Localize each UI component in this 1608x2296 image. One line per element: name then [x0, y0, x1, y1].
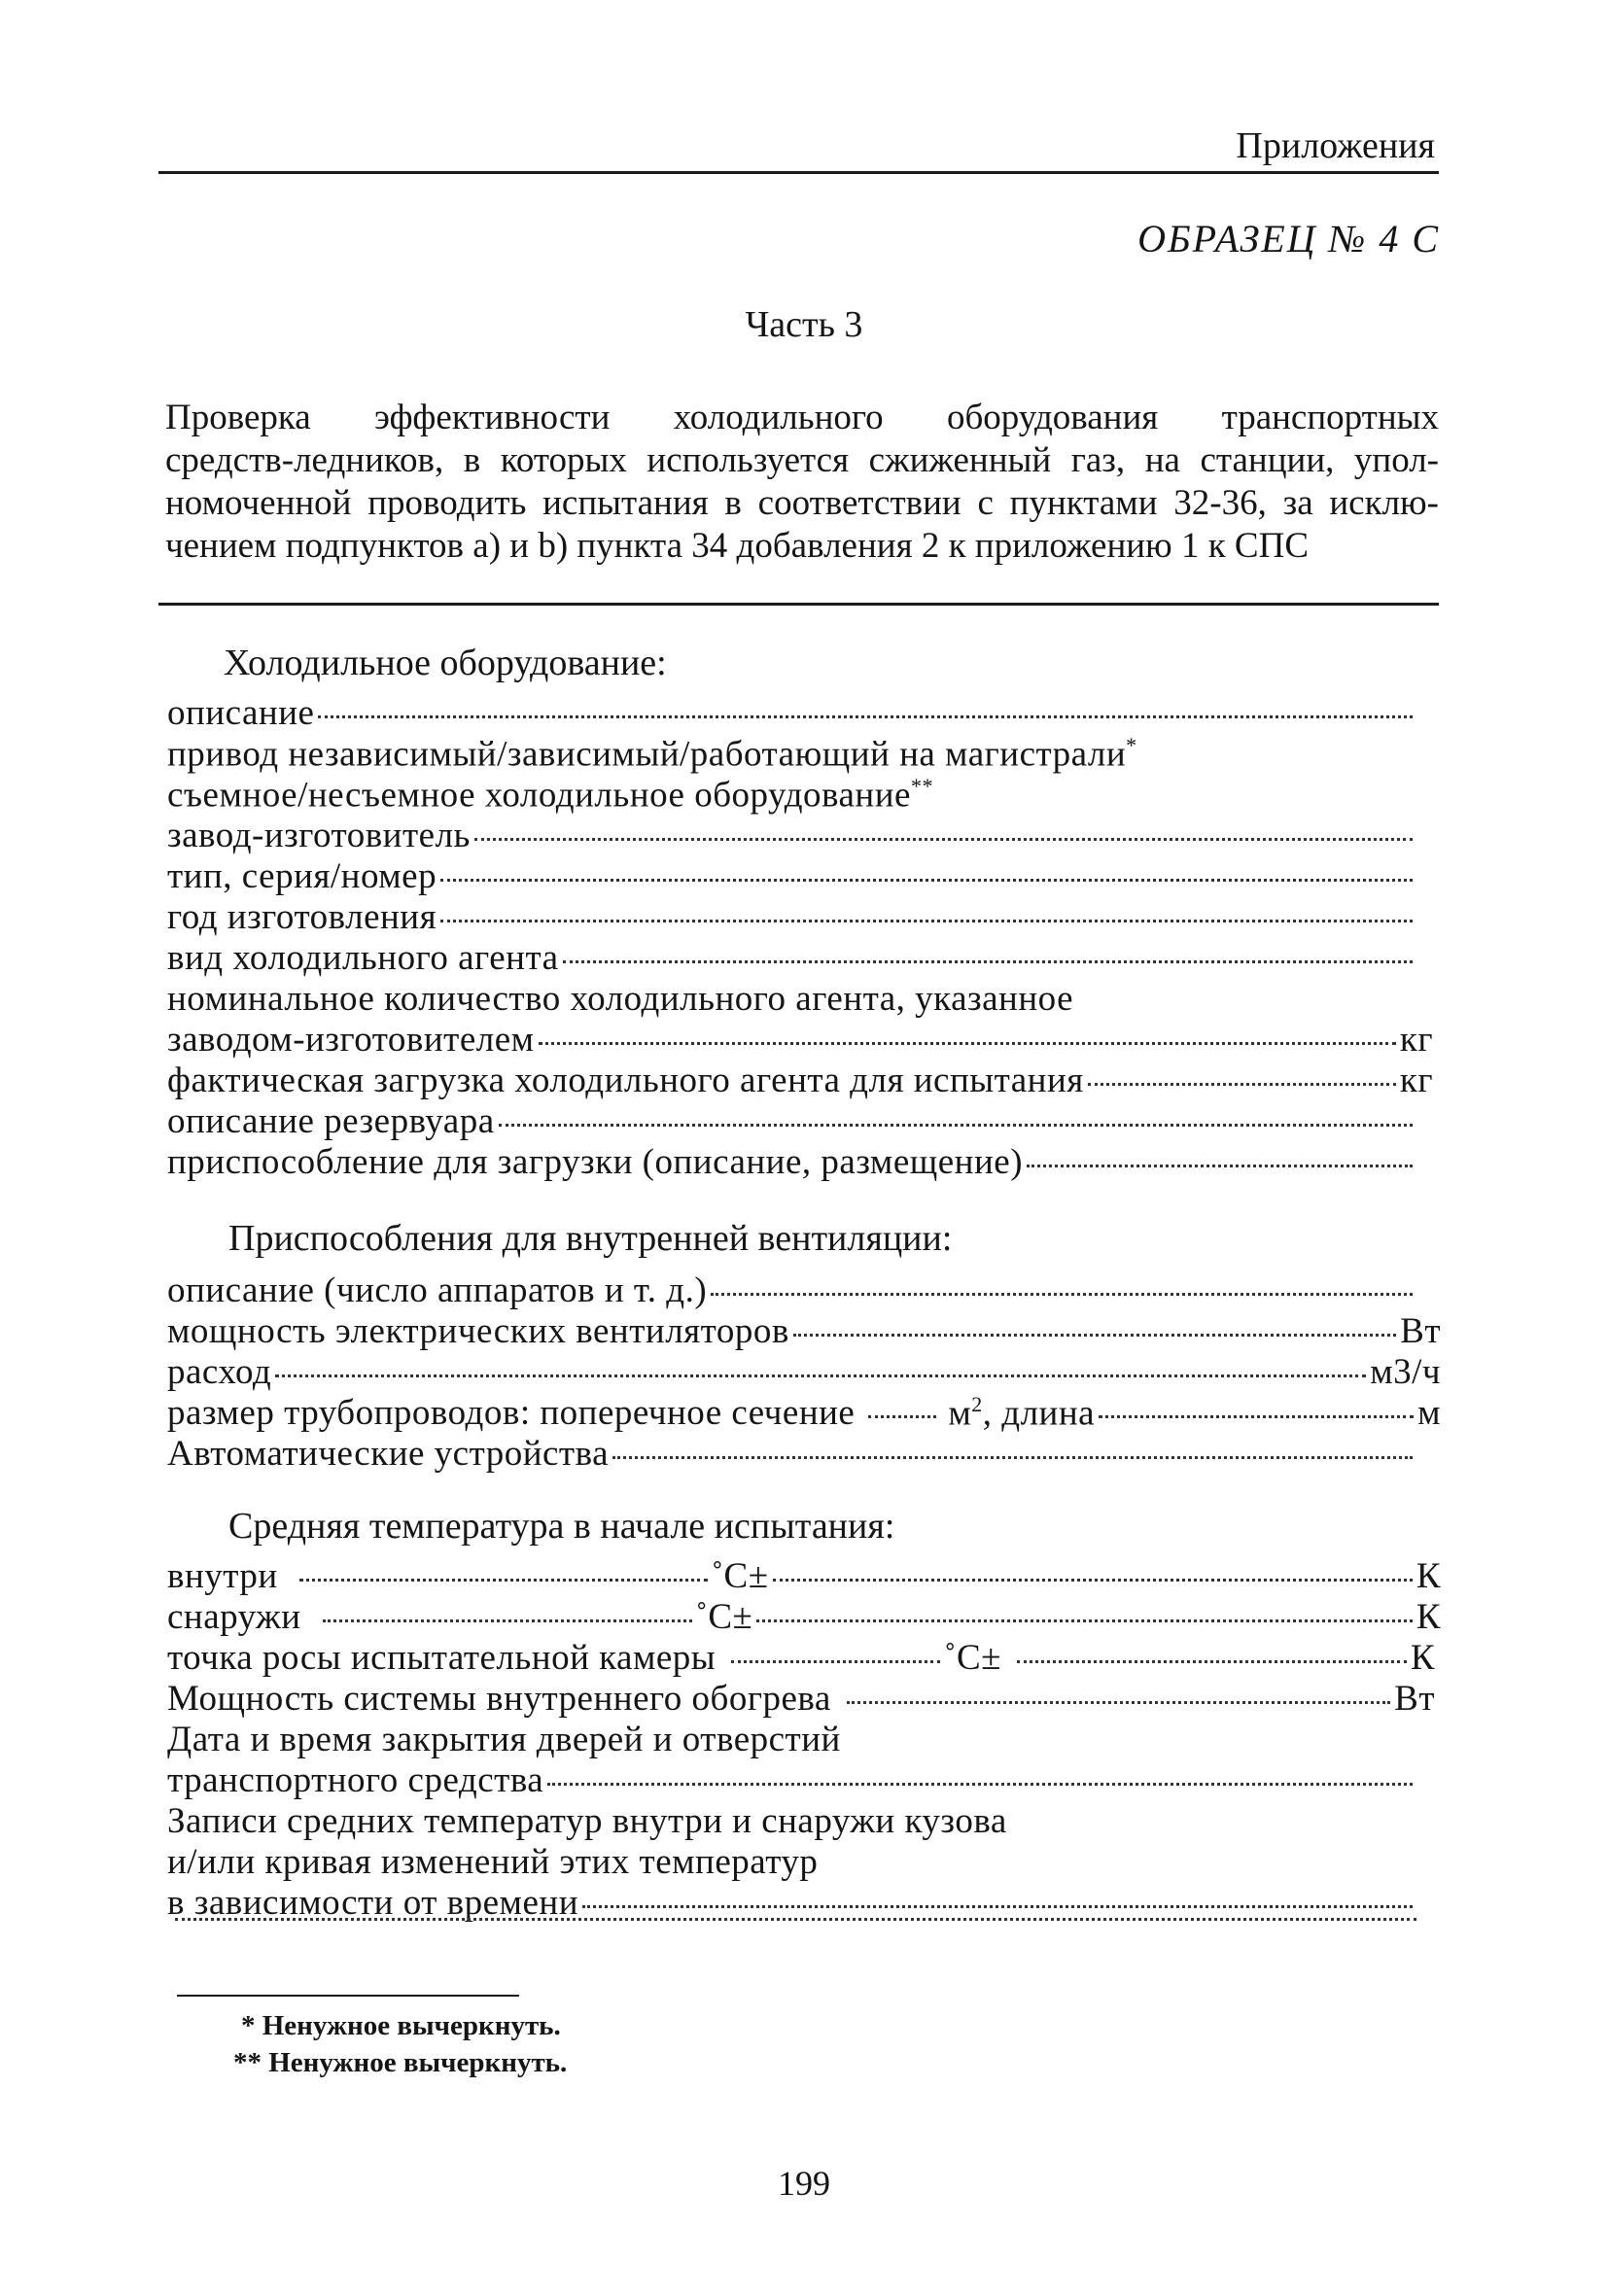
field-nominal-label: номинальное количество холодильного агента, указанное [167, 979, 1074, 1019]
footnote: ** Ненужное вычеркнуть. [233, 2047, 568, 2078]
temperature-heading: Средняя температура в начале испытания: [228, 1506, 895, 1547]
field-drive[interactable]: привод независимый/зависимый/работающий на магистрали* [167, 733, 1137, 775]
ventilation-heading: Приспособления для внутренней вентиляции: [228, 1218, 953, 1259]
field-manufacturer[interactable]: завод-изготовитель [167, 815, 1416, 856]
footnote-ref: ** [910, 774, 933, 798]
field-automatic[interactable]: Автоматические устройства [167, 1433, 1416, 1475]
field-records-extra[interactable] [175, 1923, 1416, 1927]
field-loading-device[interactable]: приспособление для загрузки (описание, размещение) [167, 1141, 1416, 1183]
title-line: средств-ледников, в которых используется сжиженный газ, на станции, упол- [165, 440, 1439, 480]
field-heating-power[interactable]: Мощность системы внутреннего обогрева Вт [167, 1679, 1435, 1719]
field-dewpoint[interactable]: точка росы испытательной камеры ˚С± К [167, 1638, 1435, 1678]
title-rule [158, 603, 1439, 606]
field-year[interactable]: год изготовления [167, 896, 1416, 938]
field-description[interactable]: описание [167, 692, 1416, 734]
footnote-ref: * [1126, 733, 1137, 757]
field-closing-label: Дата и время закрытия дверей и отверстий [167, 1720, 841, 1759]
field-temp-outside[interactable]: снаружи ˚С± К [167, 1597, 1441, 1637]
field-closing[interactable]: транспортного средства [167, 1759, 1416, 1801]
part-label: Часть 3 [745, 304, 863, 345]
field-type-series[interactable]: тип, серия/номер [167, 855, 1416, 897]
field-records[interactable]: в зависимости от времени [167, 1882, 1416, 1924]
field-temp-inside[interactable]: внутри ˚С± К [167, 1556, 1441, 1596]
field-fan-power[interactable]: мощность электрических вентиляторов Вт [167, 1311, 1441, 1351]
title-line: номоченной проводить испытания в соответствии с пунктами 32-36, за исклю- [165, 483, 1439, 523]
field-actual-charge[interactable]: фактическая загрузка холодильного агента для испытания кг [167, 1061, 1433, 1100]
field-removable[interactable]: съемное/несъемное холодильное оборудование** [167, 774, 933, 816]
field-flow[interactable]: расход м3/ч [167, 1352, 1441, 1392]
header-rule [158, 171, 1439, 174]
refrigeration-heading: Холодильное оборудование: [224, 643, 667, 683]
running-header: Приложения [1236, 125, 1435, 166]
page-number: 199 [778, 2164, 830, 2203]
field-duct-size[interactable]: размер трубопроводов: поперечное сечение $м^2$, длина м [167, 1392, 1441, 1434]
footnote: * Ненужное вычеркнуть. [241, 2010, 561, 2041]
footnote-rule [177, 1995, 519, 1997]
sample-label: ОБРАЗЕЦ № 4 С [1137, 217, 1440, 261]
field-vent-description[interactable]: описание (число аппаратов и т. д.) [167, 1270, 1416, 1311]
title-line: Проверка эффективности холодильного оборудования транспортных [165, 398, 1439, 437]
field-tank[interactable]: описание резервуара [167, 1100, 1416, 1142]
field-nominal[interactable]: заводом-изготовителем кг [167, 1020, 1433, 1060]
title-line: чением подпунктов а) и b) пункта 34 добавления 2 к приложению 1 к СПС [165, 526, 1309, 566]
field-records-label: Записи средних температур внутри и снаружи кузова [167, 1801, 1007, 1841]
form-title [165, 397, 1439, 568]
field-records-label: и/или кривая изменений этих температур [167, 1842, 819, 1882]
field-refrigerant[interactable]: вид холодильного агента [167, 937, 1416, 979]
